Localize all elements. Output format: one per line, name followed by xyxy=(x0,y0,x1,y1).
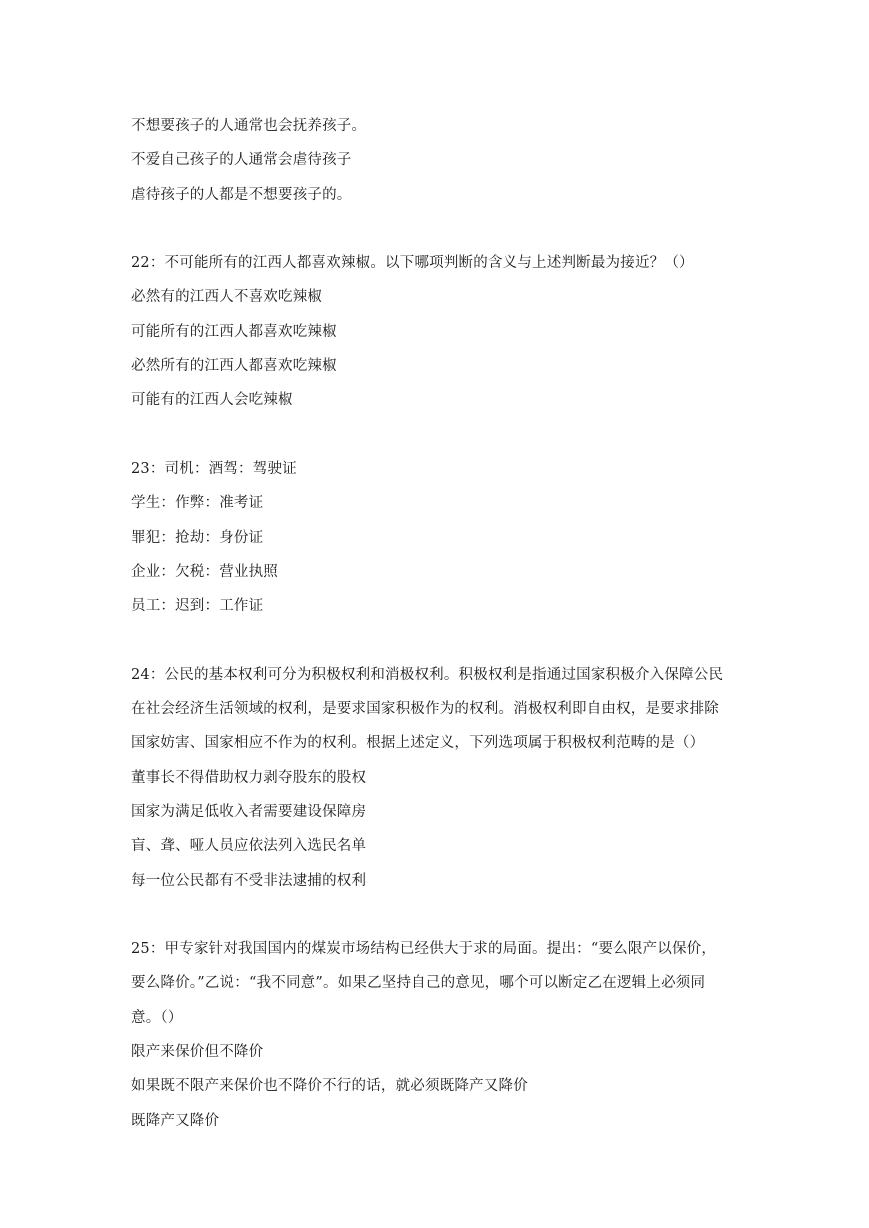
option-line: 必然有的江西人不喜欢吃辣椒 xyxy=(131,289,323,306)
option-line: 员工：迟到：工作证 xyxy=(131,598,264,615)
option-line: 可能有的江西人会吃辣椒 xyxy=(131,392,293,409)
option-line: 限产来保价但不降价 xyxy=(131,1044,264,1061)
question-stem: 24：公民的基本权利可分为积极权利和消极权利。积极权利是指通过国家积极介入保障公民 xyxy=(131,666,724,683)
spacer xyxy=(131,623,741,657)
option-line: 每一位公民都有不受非法逮捕的权利 xyxy=(131,872,367,889)
question-stem: 在社会经济生活领域的权利，是要求国家积极作为的权利。消极权利即自由权，是要求排除 xyxy=(131,701,719,718)
option-line: 盲、聋、哑人员应依法列入选民名单 xyxy=(131,838,367,855)
option-line: 虐待孩子的人都是不想要孩子的。 xyxy=(131,186,352,203)
question-stem: 23：司机：酒驾：驾驶证 xyxy=(131,460,297,477)
question-stem: 22：不可能所有的江西人都喜欢辣椒。以下哪项判断的含义与上述判断最为接近？（） xyxy=(131,255,694,272)
option-line: 罪犯：抢劫：身份证 xyxy=(131,529,264,546)
question-stem: 要么降价。”乙说：“我不同意”。如果乙坚持自己的意见，哪个可以断定乙在逻辑上必须同 xyxy=(131,975,706,992)
document-content xyxy=(131,109,741,1138)
question-stem: 国家妨害、国家相应不作为的权利。根据上述定义，下列选项属于积极权利范畴的是（） xyxy=(131,735,705,752)
option-line: 不爱自己孩子的人通常会虐待孩子 xyxy=(131,152,352,169)
option-line: 必然所有的江西人都喜欢吃辣椒 xyxy=(131,358,337,375)
question-22 xyxy=(131,246,741,417)
option-line: 董事长不得借助权力剥夺股东的股权 xyxy=(131,769,367,786)
spacer xyxy=(131,212,741,246)
option-line: 企业：欠税：营业执照 xyxy=(131,563,278,580)
option-line: 不想要孩子的人通常也会抚养孩子。 xyxy=(131,118,367,134)
question-stem: 25：甲专家针对我国国内的煤炭市场结构已经供大于求的局面。提出：“要么限产以保价， xyxy=(131,941,717,958)
option-line: 学生：作弊：准考证 xyxy=(131,495,264,512)
option-line: 既降产又降价 xyxy=(131,1112,220,1129)
option-line: 如果既不限产来保价也不降价不行的话，就必须既降产又降价 xyxy=(131,1078,528,1095)
question-21-options-fragment xyxy=(131,109,741,212)
option-line: 国家为满足低收入者需要建设保障房 xyxy=(131,803,367,820)
spacer xyxy=(131,418,741,452)
question-24 xyxy=(131,658,741,898)
question-stem: 意。（） xyxy=(131,1009,183,1026)
question-23 xyxy=(131,452,741,623)
spacer xyxy=(131,898,741,932)
question-25 xyxy=(131,932,741,1138)
option-line: 可能所有的江西人都喜欢吃辣椒 xyxy=(131,323,337,340)
